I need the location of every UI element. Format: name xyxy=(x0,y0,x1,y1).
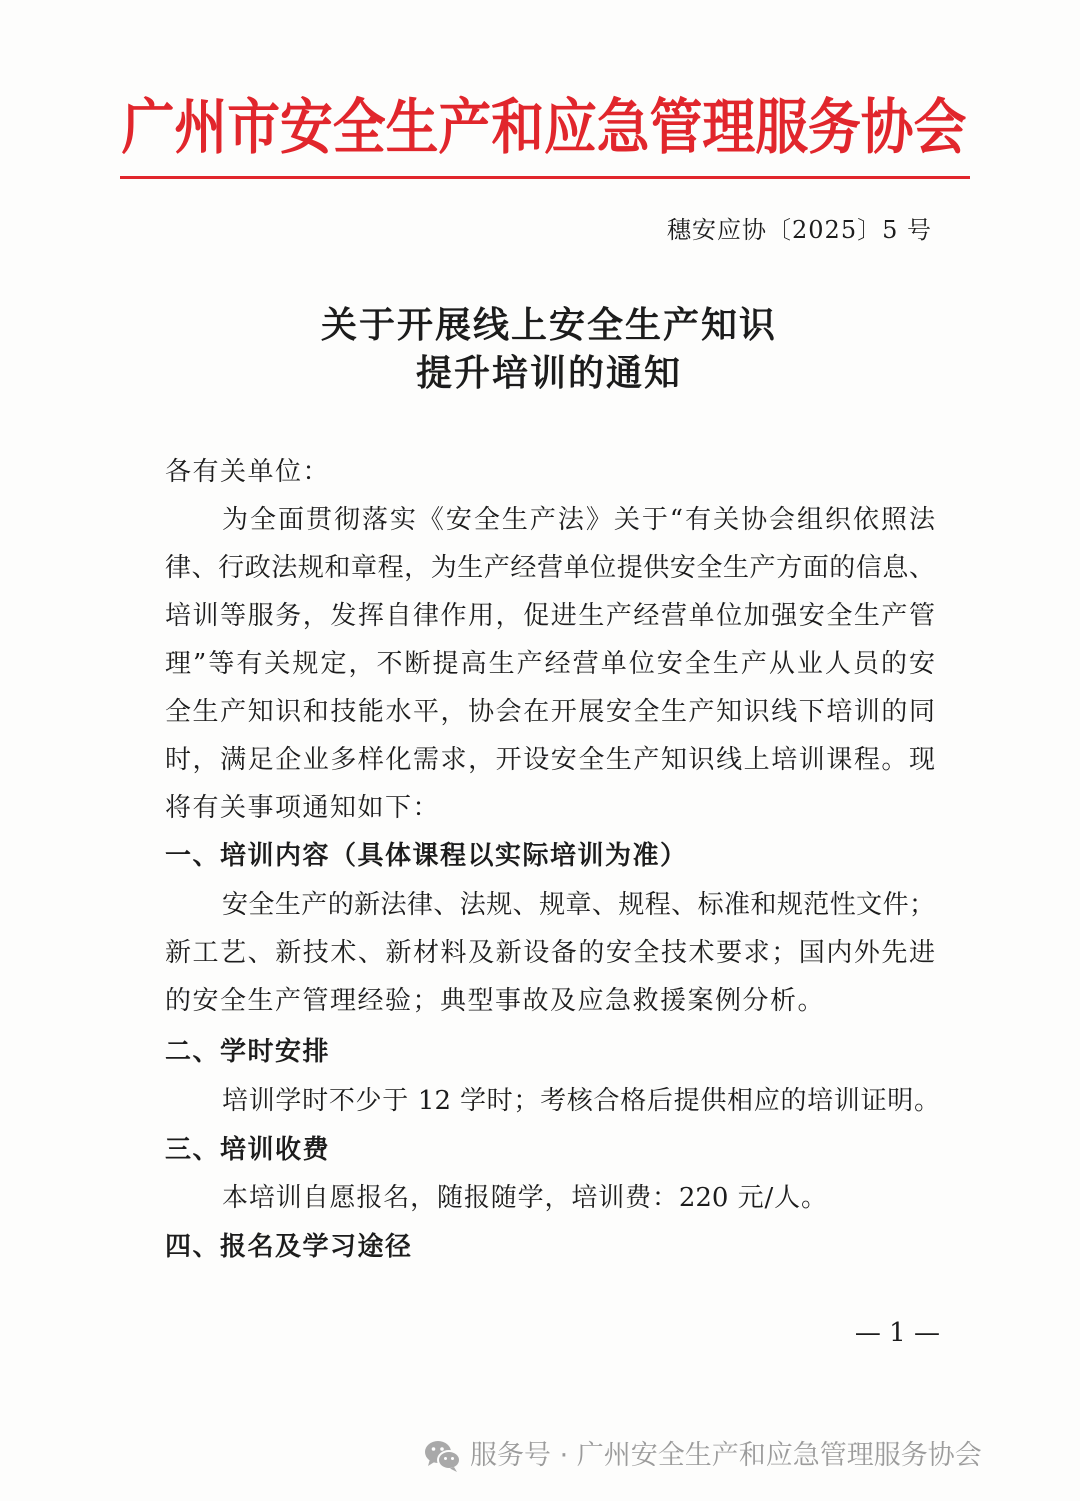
notice-title-line-1: 关于开展线上安全生产知识 xyxy=(320,304,777,346)
watermark-text: 服务号 · 广州安全生产和应急管理服务协会 xyxy=(470,1440,982,1471)
section-line: 新工艺、新技术、新材料及新设备的安全技术要求；国内外先进 xyxy=(165,938,935,968)
paragraph-line: 全生产知识和技能水平，协会在开展安全生产知识线下培训的同 xyxy=(165,697,935,727)
watermark xyxy=(424,1436,982,1476)
document-number: 穗安应协〔2025〕5 号 xyxy=(667,216,932,244)
section-line: 安全生产的新法律、法规、规章、规程、标准和规范性文件； xyxy=(222,890,935,920)
header-red-rule xyxy=(120,176,970,179)
section-heading: 四、报名及学习途径 xyxy=(165,1232,413,1262)
section-heading: 一、培训内容（具体课程以实际培训为准） xyxy=(165,841,688,871)
paragraph-line: 律、行政法规和章程，为生产经营单位提供安全生产方面的信息、 xyxy=(165,553,935,583)
paragraph-line: 培训等服务，发挥自律作用，促进生产经营单位加强安全生产管 xyxy=(165,601,935,631)
notice-title-line-2: 提升培训的通知 xyxy=(415,352,682,394)
section-line: 本培训自愿报名，随报随学，培训费：220 元/人。 xyxy=(222,1183,827,1213)
wechat-icon xyxy=(424,1439,462,1473)
section-heading: 二、学时安排 xyxy=(165,1037,331,1067)
section-line: 的安全生产管理经验；典型事故及应急救援案例分析。 xyxy=(165,986,826,1016)
paragraph-line: 理”等有关规定，不断提高生产经营单位安全生产从业人员的安 xyxy=(165,649,935,679)
section-line: 培训学时不少于 12 学时；考核合格后提供相应的培训证明。 xyxy=(222,1086,940,1116)
paragraph-line: 时，满足企业多样化需求，开设安全生产知识线上培训课程。现 xyxy=(165,745,935,775)
organization-name: 广州市安全生产和应急管理服务协会 xyxy=(121,93,967,163)
paragraph-line: 为全面贯彻落实《安全生产法》关于“有关协会组织依照法 xyxy=(222,505,935,535)
organization-header xyxy=(0,90,1080,166)
page-number: — 1 — xyxy=(854,1318,940,1348)
section-heading: 三、培训收费 xyxy=(165,1135,331,1165)
paragraph-line: 将有关事项通知如下： xyxy=(165,793,441,823)
salutation: 各有关单位： xyxy=(165,457,331,487)
